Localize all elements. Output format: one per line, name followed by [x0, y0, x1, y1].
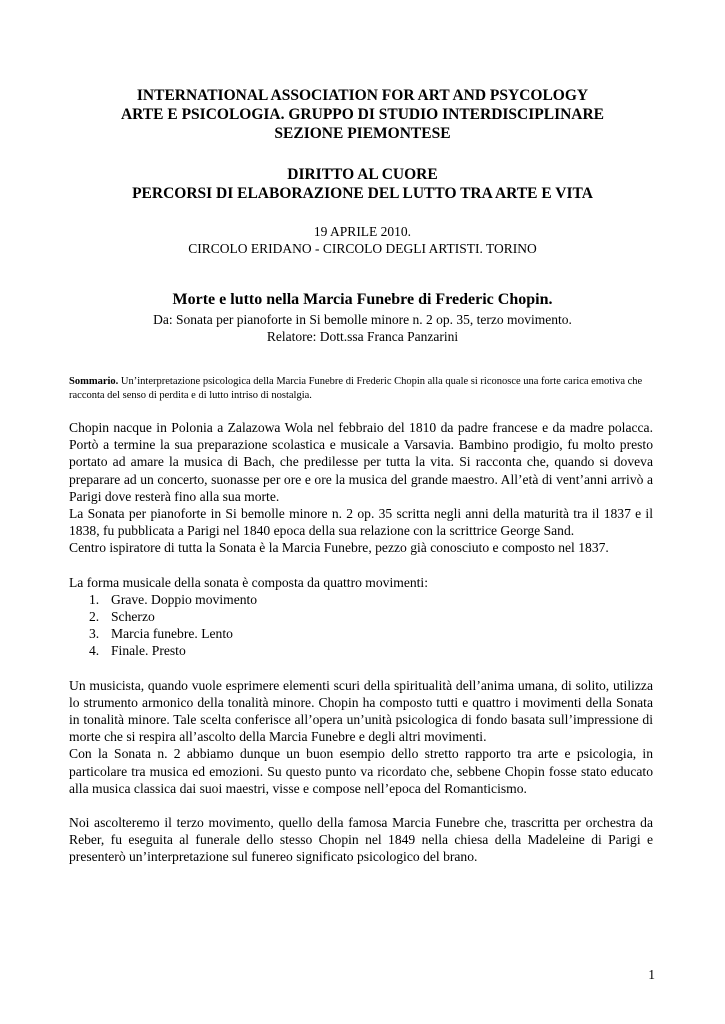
- header-line-1: INTERNATIONAL ASSOCIATION FOR ART AND PSYCOLOGY: [136, 87, 589, 104]
- list-item: 1. Grave. Doppio movimento: [89, 591, 258, 607]
- paragraph-marcia: Centro ispiratore di tutta la Sonata è la Marcia Funebre, pezzo già conosciuto e composto nel 1837.: [69, 540, 609, 556]
- event-date: 19 APRILE 2010.: [313, 224, 412, 239]
- talk-title: Morte e lutto nella Marcia Funebre di Frederic Chopin.: [172, 291, 553, 308]
- list-item: 2. Scherzo: [89, 609, 155, 625]
- article-body: [69, 419, 653, 866]
- event-place: CIRCOLO ERIDANO - CIRCOLO DEGLI ARTISTI. TORINO: [188, 241, 537, 256]
- list-item: 3. Marcia funebre. Lento: [89, 626, 233, 642]
- event-title: [40, 165, 685, 203]
- summary-label: Sommario.: [69, 376, 119, 387]
- movements-list: [69, 591, 653, 660]
- summary-text: Un’interpretazione psicologica della Marcia Funebre di Frederic Chopin alla quale si riconosce una forte carica emotiva che racconta del senso di perdita e di lutto intriso di nostalgia.: [69, 376, 643, 401]
- event-title-line-2: PERCORSI DI ELABORAZIONE DEL LUTTO TRA ARTE E VITA: [132, 185, 593, 202]
- paragraph-art-psychology: Con la Sonata n. 2 abbiamo dunque un buon esempio dello stretto rapporto tra arte e psicologia, in particolare tra musica ed emozioni. Su questo punto va ricordato che, sebbene Chopin fosse stato educato alla musica classica dai suoi maestri, visse e compose nell’epoca del Romanticismo.: [69, 746, 653, 796]
- list-item: 4. Finale. Presto: [89, 643, 186, 659]
- talk-source: Da: Sonata per pianoforte in Si bemolle minore n. 2 op. 35, terzo movimento.: [153, 312, 572, 327]
- paragraph-tonality: Un musicista, quando vuole esprimere elementi scuri della spiritualità dell’anima umana, di solito, utilizza lo strumento armonico della tonalità minore. Chopin ha composto tutti e quattro i movimenti della Sonata in tonalità minore. Tale scelta conferisce all’opera un’unità psicologica di fondo basata sull’impressione di morte che si respira all’ascolto della Marcia Funebre e degli altri movimenti.: [69, 677, 653, 745]
- header-line-3: SEZIONE PIEMONTESE: [274, 125, 451, 142]
- summary: [69, 375, 659, 403]
- event-venue: [40, 223, 685, 257]
- talk-speaker: Relatore: Dott.ssa Franca Panzarini: [266, 329, 459, 344]
- paragraph-third-movement: Noi ascolteremo il terzo movimento, quello della famosa Marcia Funebre che, trascritta per orchestra da Reber, fu eseguita al funerale dello stesso Chopin nel 1849 nella chiesa della Madeleine di Parigi e presenterò un’interpretazione sul funereo significato psicologico del brano.: [69, 815, 653, 865]
- paragraph-biography: Chopin nacque in Polonia a Zalazowa Wola nel febbraio del 1810 da padre francese e da madre polacca. Portò a termine la sua preparazione scolastica e musicale a Varsavia. Bambino prodigio, fu molto presto portato ad amare la musica di Bach, che predilesse per tutta la vita. Si racconta che, quando si doveva preparare ad un concerto, suonasse per ore e ore la musica del grande maestro. All’età di vent’anni arrivò a Parigi dove resterà fino alla sua morte.: [69, 420, 653, 504]
- event-title-line-1: DIRITTO AL CUORE: [287, 166, 438, 183]
- organization-header: [40, 86, 685, 143]
- header-line-2: ARTE E PSICOLOGIA. GRUPPO DI STUDIO INTERDISCIPLINARE: [120, 106, 605, 123]
- paragraph-sonata: La Sonata per pianoforte in Si bemolle minore n. 2 op. 35 scritta negli anni della maturità tra il 1837 e il 1838, fu pubblicata a Parigi nel 1840 epoca della sua relazione con la scrittrice George Sand.: [69, 506, 653, 539]
- paragraph-movements-intro: La forma musicale della sonata è composta da quattro movimenti:: [69, 574, 428, 590]
- page-number: 1: [648, 967, 655, 982]
